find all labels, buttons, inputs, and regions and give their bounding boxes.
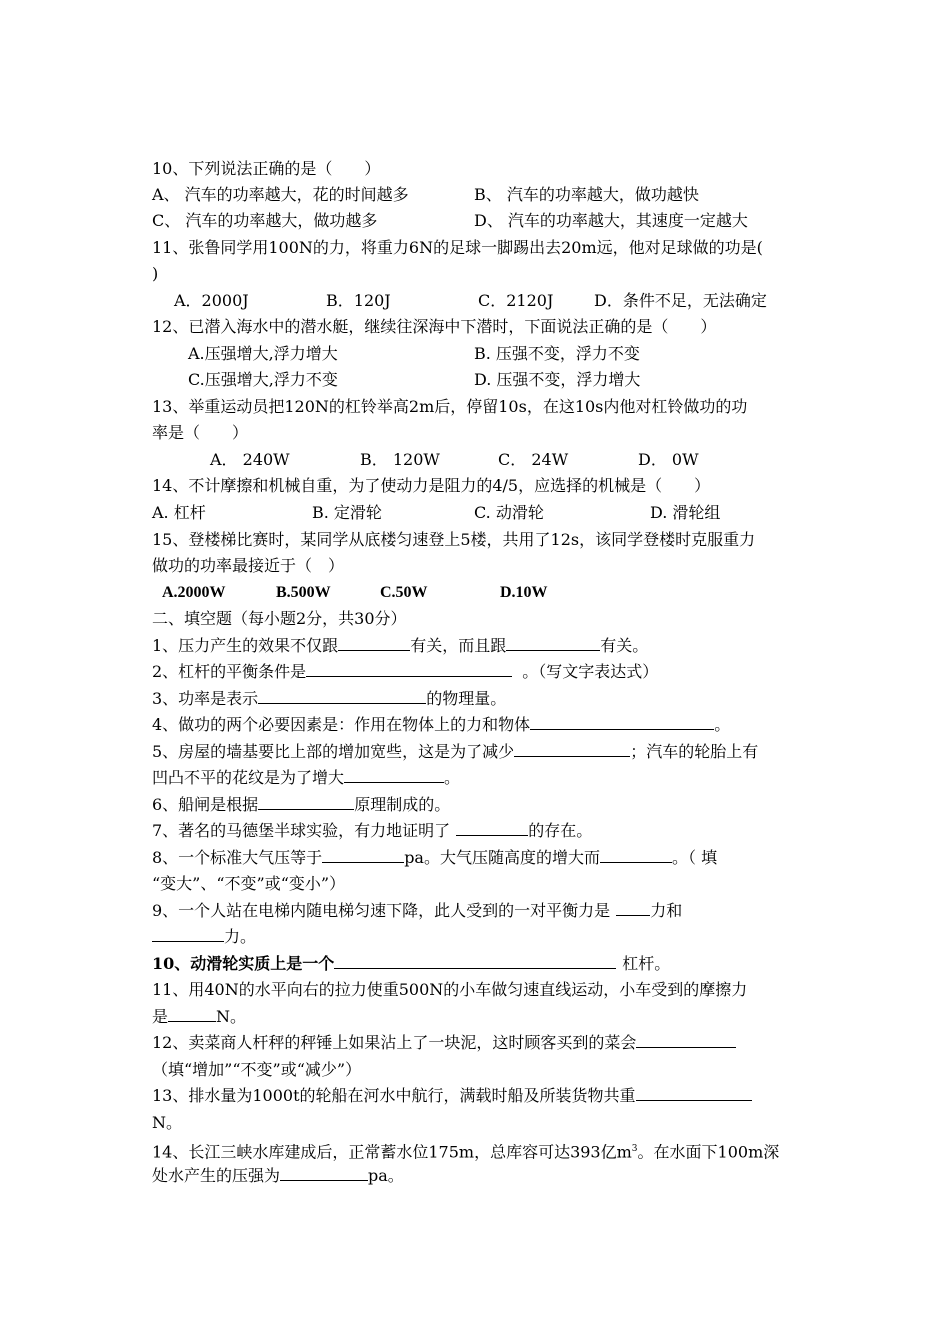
fill-12-blank [636, 1030, 736, 1048]
fill-1-blank-2 [506, 633, 600, 651]
q10-stem: 10、下列说法正确的是（ ） [152, 159, 381, 178]
fill-5-blank-1 [514, 739, 630, 757]
q12-option-a: A.压强增大,浮力增大 [188, 344, 338, 363]
fill-9-blank-2 [152, 924, 224, 942]
fill-7-text-b: 的存在。 [528, 821, 593, 840]
fill-question-9-cont [152, 924, 802, 950]
q11-option-a: A．2000J [174, 291, 249, 310]
q11-option-c: C．2120J [478, 291, 554, 310]
q15-option-b: B.500W [276, 584, 331, 601]
fill-13-blank [636, 1083, 752, 1101]
fill-2-text-a: 2、杠杆的平衡条件是 [152, 662, 307, 681]
q12-option-d: D. 压强不变，浮力增大 [474, 370, 641, 389]
fill-13-text-a: 13、排水量为1000t的轮船在河水中航行，满载时船及所装货物共重 [152, 1086, 636, 1105]
fill-8-text-c: 。（ 填 [671, 848, 718, 867]
fill-11-blank [168, 1004, 216, 1022]
fill-question-1 [152, 633, 802, 659]
fill-9-text-b: 力和 [650, 901, 683, 920]
fill-2-blank [306, 659, 512, 677]
fill-9-text-a: 9、一个人站在电梯内随电梯匀速下降，此人受到的一对平衡力是 [152, 901, 611, 920]
fill-5-blank-2 [344, 765, 444, 783]
q13-option-d: D． 0W [638, 450, 699, 469]
q11-stem-cont: ) [152, 264, 159, 283]
fill-3-blank [258, 686, 426, 704]
q11-stem: 11、张鲁同学用100N的力，将重力6N的足球一脚踢出去20m远，他对足球做的功是( [152, 238, 763, 257]
fill-question-13-cont: N。 [152, 1113, 183, 1132]
section-title-fill-in: 二、填空题（每小题2分，共30分） [152, 609, 407, 628]
fill-3-text-a: 3、功率是表示 [152, 689, 259, 708]
fill-1-text-b: 有关，而且跟 [410, 636, 507, 655]
fill-6-text-b: 原理制成的。 [354, 795, 451, 814]
fill-question-12-cont: （填“增加”“不变”或“减少”） [152, 1060, 362, 1079]
fill-10-blank [334, 951, 616, 969]
q11-option-b: B．120J [326, 291, 391, 310]
fill-9-text-c: 力。 [224, 927, 257, 946]
q15-option-d: D.10W [500, 584, 548, 601]
fill-14-superscript: 3 [631, 1144, 638, 1154]
q13-option-b: B． 120W [360, 450, 440, 469]
q10-option-b: B、 汽车的功率越大，做功越快 [474, 185, 699, 204]
q13-option-a: A． 240W [210, 450, 290, 469]
fill-4-text-b: 。 [714, 715, 731, 734]
fill-5-text-b: ；汽车的轮胎上有 [630, 742, 759, 761]
fill-question-14-cont [152, 1163, 802, 1189]
q15-stem: 15、登楼梯比赛时，某同学从底楼匀速登上5楼，共用了12s，该同学登楼时克服重力 [152, 530, 756, 549]
q15-stem-cont: 做功的功率最接近于（ ） [152, 556, 345, 575]
q15-option-c: C.50W [380, 584, 428, 601]
q13-stem: 13、举重运动员把120N的杠铃举高2m后，停留10s，在这10s内他对杠铃做功的功 [152, 397, 748, 416]
q13-stem-cont: 率是（ ） [152, 423, 249, 442]
fill-2-text-b: 。（写文字表达式） [522, 662, 659, 681]
fill-11-text-c: N。 [216, 1007, 247, 1026]
fill-14-text-b: 。在水面下100m深 [637, 1142, 780, 1162]
fill-question-5 [152, 739, 802, 765]
fill-question-7 [152, 818, 802, 844]
fill-1-text-c: 有关。 [600, 636, 649, 655]
q14-option-d: D. 滑轮组 [650, 503, 721, 522]
fill-7-blank [456, 818, 528, 836]
q14-option-a: A. 杠杆 [152, 503, 206, 522]
q14-option-b: B. 定滑轮 [312, 503, 382, 522]
fill-6-blank [258, 792, 354, 810]
fill-14-text-c: 处水产生的压强为 [152, 1166, 281, 1185]
q10-option-a: A、 汽车的功率越大，花的时间越多 [152, 185, 409, 204]
fill-question-3 [152, 686, 802, 712]
fill-3-text-b: 的物理量。 [426, 689, 507, 708]
fill-question-5-cont [152, 765, 802, 791]
q13-option-c: C． 24W [498, 450, 569, 469]
fill-4-text-a: 4、做功的两个必要因素是：作用在物体上的力和物体 [152, 715, 531, 734]
fill-question-10 [152, 951, 802, 977]
fill-6-text-a: 6、船闸是根据 [152, 795, 259, 814]
q11-option-d: D．条件不足，无法确定 [594, 291, 767, 310]
fill-1-blank-1 [338, 633, 410, 651]
fill-8-blank-1 [322, 845, 404, 863]
fill-question-6 [152, 792, 802, 818]
fill-question-8 [152, 845, 802, 871]
fill-10-text-a: 10、动滑轮实质上是一个 [152, 954, 335, 973]
fill-question-12 [152, 1030, 802, 1056]
fill-10-text-b: 杠杆。 [622, 954, 671, 973]
q15-option-a: A.2000W [162, 584, 226, 601]
fill-question-2 [152, 659, 802, 685]
q12-stem: 12、已潜入海水中的潜水艇，继续往深海中下潜时，下面说法正确的是（ ） [152, 317, 717, 336]
fill-question-11: 11、用40N的水平向右的拉力使重500N的小车做匀速直线运动，小车受到的摩擦力 [152, 980, 748, 999]
fill-8-text-b: pa。大气压随高度的增大而 [404, 848, 600, 867]
fill-question-8-cont: “变大”、“不变”或“变小”） [152, 874, 346, 893]
fill-5-text-d: 。 [444, 768, 461, 787]
fill-question-4 [152, 712, 802, 738]
fill-9-blank-1 [616, 898, 650, 916]
q10-option-d: D、 汽车的功率越大，其速度一定越大 [474, 211, 748, 230]
fill-14-blank [280, 1163, 368, 1181]
q10-option-c: C、 汽车的功率越大，做功越多 [152, 211, 378, 230]
fill-5-text-c: 凹凸不平的花纹是为了增大 [152, 768, 345, 787]
fill-1-text-a: 1、压力产生的效果不仅跟 [152, 636, 339, 655]
fill-question-14 [152, 1136, 802, 1165]
fill-question-13 [152, 1083, 802, 1109]
fill-14-text-d: pa。 [368, 1166, 404, 1185]
fill-5-text-a: 5、房屋的墙基要比上部的增加宽些，这是为了减少 [152, 742, 515, 761]
fill-question-9 [152, 898, 802, 924]
fill-11-text-b: 是 [152, 1007, 169, 1026]
fill-4-blank [530, 712, 714, 730]
q14-option-c: C. 动滑轮 [474, 503, 544, 522]
q14-stem: 14、不计摩擦和机械自重，为了使动力是阻力的4/5，应选择的机械是（ ） [152, 476, 711, 495]
q12-option-c: C.压强增大,浮力不变 [188, 370, 338, 389]
fill-question-11-cont [152, 1004, 802, 1030]
fill-7-text-a: 7、著名的马德堡半球实验，有力地证明了 [152, 821, 451, 840]
fill-8-text-a: 8、一个标准大气压等于 [152, 848, 323, 867]
fill-14-text-a: 14、长江三峡水库建成后，正常蓄水位175m，总库容可达393亿m [152, 1142, 632, 1162]
fill-12-text-a: 12、卖菜商人杆秤的秤锤上如果沾上了一块泥，这时顾客买到的菜会 [152, 1033, 637, 1052]
q12-option-b: B. 压强不变，浮力不变 [474, 344, 640, 363]
fill-8-blank-2 [600, 845, 672, 863]
